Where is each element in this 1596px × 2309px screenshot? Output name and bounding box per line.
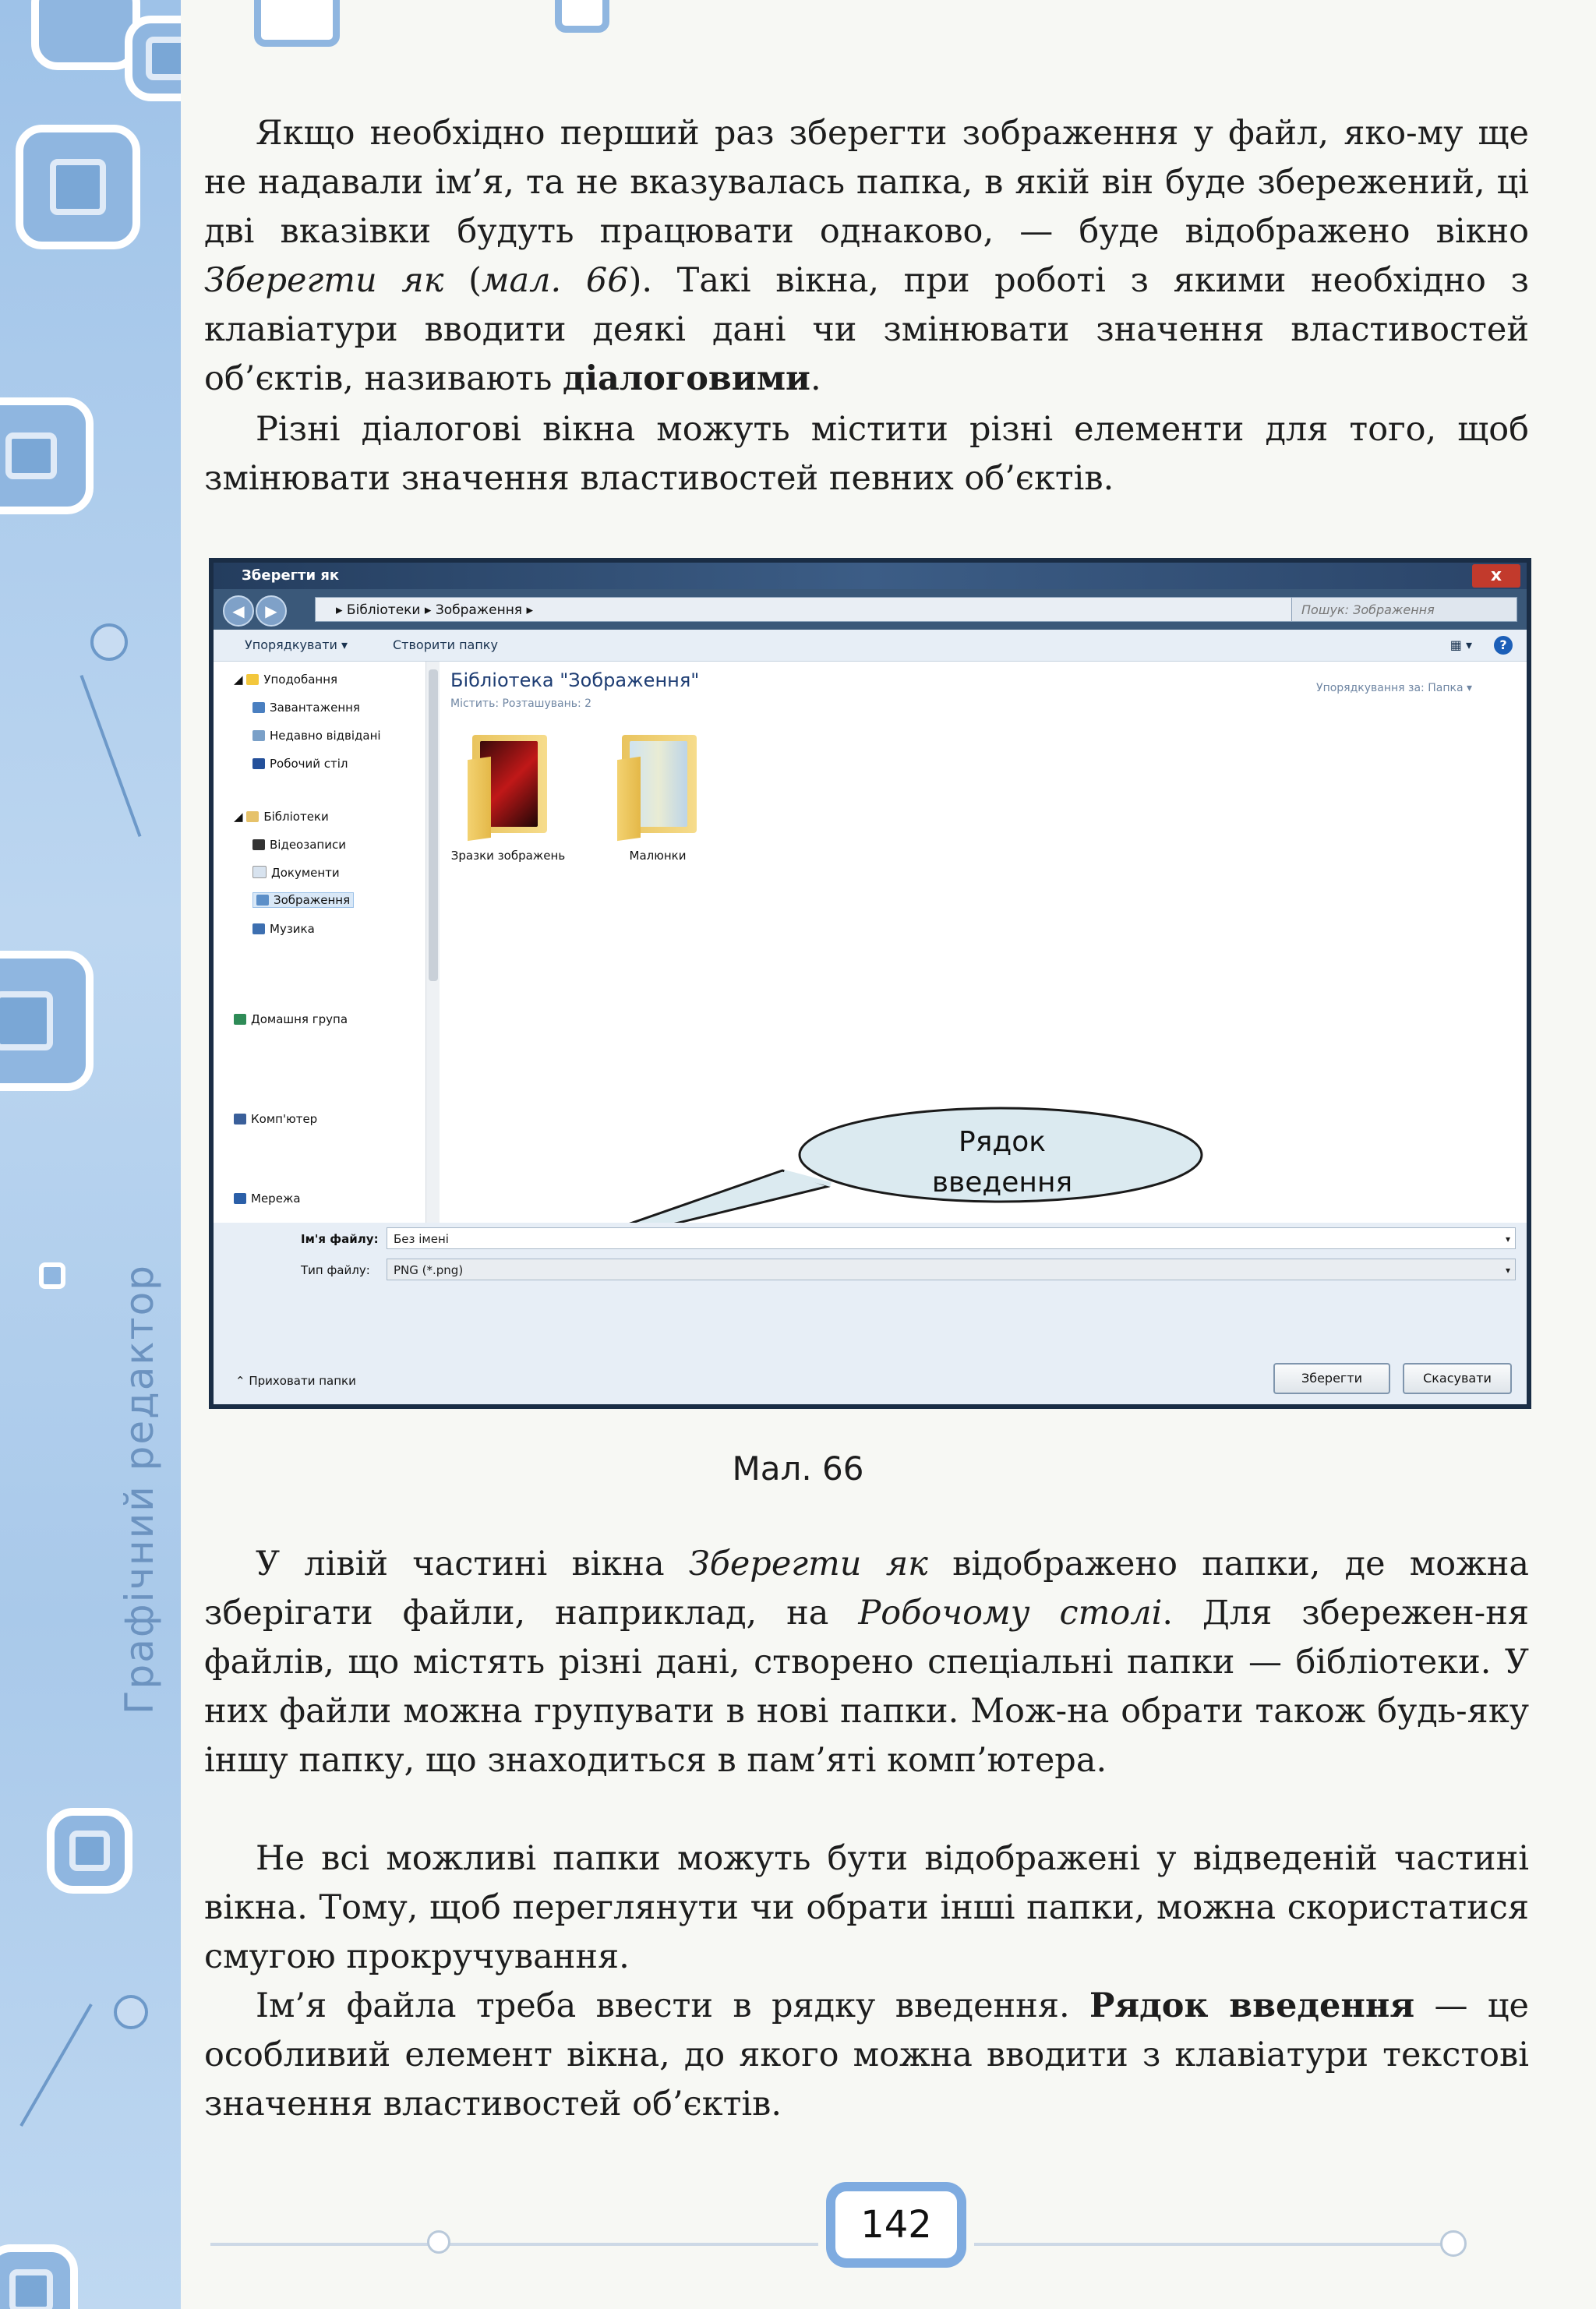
organize-menu[interactable]: Упорядкувати ▾ bbox=[245, 637, 348, 652]
decor-square bbox=[555, 0, 609, 33]
pictures-icon bbox=[256, 895, 269, 906]
paragraph bbox=[204, 109, 1529, 404]
decor-square bbox=[0, 397, 94, 514]
folder-label[interactable]: Малюнки bbox=[629, 849, 687, 863]
decor-square bbox=[0, 951, 94, 1091]
dialog-title: Зберегти як bbox=[242, 567, 340, 584]
nav-videos[interactable]: Відеозаписи bbox=[252, 838, 346, 852]
computer-icon bbox=[234, 1114, 246, 1124]
sort-by-label[interactable]: Упорядкування за: Папка ▾ bbox=[1316, 682, 1472, 694]
nav-network[interactable]: Мережа bbox=[234, 1192, 301, 1206]
hide-folders-toggle[interactable]: ⌃ Приховати папки bbox=[235, 1374, 356, 1388]
filename-input[interactable] bbox=[387, 1227, 1516, 1249]
text: Ім’я файла треба ввести в рядку введення. bbox=[256, 1986, 1090, 2025]
nav-scrollbar[interactable] bbox=[425, 662, 440, 1223]
decor-square bbox=[16, 125, 140, 249]
music-icon bbox=[252, 923, 265, 934]
decor-line bbox=[19, 2004, 92, 2127]
filetype-select[interactable] bbox=[387, 1259, 1516, 1280]
nav-libraries[interactable]: ◢ Бібліотеки bbox=[234, 810, 329, 824]
text-italic: Робочому столі bbox=[858, 1594, 1163, 1633]
filetype-label: Тип файлу: bbox=[301, 1263, 370, 1277]
nav-downloads[interactable]: Завантаження bbox=[252, 701, 360, 715]
network-icon bbox=[234, 1193, 246, 1204]
decorative-sidebar bbox=[0, 0, 181, 2309]
view-options-icon[interactable]: ▦ ▾ bbox=[1449, 637, 1472, 652]
library-title: Бібліотека "Зображення" bbox=[450, 669, 700, 691]
footer-line bbox=[210, 2243, 818, 2246]
recent-icon bbox=[252, 730, 265, 741]
homegroup-icon bbox=[234, 1014, 246, 1025]
filetype-value: PNG (*.png) bbox=[394, 1263, 464, 1277]
nav-pictures[interactable]: Зображення bbox=[252, 892, 354, 908]
paragraph bbox=[204, 1540, 1529, 1785]
dialog-bottom-panel bbox=[214, 1223, 1527, 1404]
text: Якщо необхідно перший раз зберегти зображення у файл, яко-му ще не надавали ім’я, та не вказувалась папка, в якій він буде збережений, ці дві вказівки будуть працювати однаково, — буде відображено вікно bbox=[204, 114, 1529, 251]
nav-recent[interactable]: Недавно відвідані bbox=[252, 729, 381, 743]
chevron-down-icon[interactable]: ▾ bbox=[1505, 1265, 1510, 1276]
document-icon bbox=[252, 866, 267, 878]
text-bold: Рядок введення bbox=[1089, 1986, 1415, 2025]
decor-circle bbox=[90, 623, 128, 661]
text: . bbox=[810, 359, 821, 398]
decor-circle bbox=[114, 1995, 148, 2029]
library-icon bbox=[246, 811, 259, 822]
footer-dot bbox=[427, 2230, 450, 2254]
decor-square bbox=[39, 1262, 65, 1289]
text: ). Такі вікна, при роботі з якими необхідно з клавіатури вводити деякі дані чи змінювати значення властивостей об’єктів, називають bbox=[204, 261, 1529, 398]
paragraph bbox=[204, 1834, 1529, 1982]
text-bold: діалоговими bbox=[563, 359, 810, 398]
callout-text: Рядок введення bbox=[931, 1126, 1073, 1199]
decor-square bbox=[47, 1808, 132, 1894]
library-subtitle: Містить: Розташувань: 2 bbox=[450, 697, 592, 710]
nav-homegroup[interactable]: Домашня група bbox=[234, 1012, 348, 1026]
text: — це особливий елемент вікна, до якого можна вводити з клавіатури текстові значення властивостей об’єктів. bbox=[204, 1986, 1529, 2124]
breadcrumb[interactable]: ▸ Бібліотеки ▸ Зображення ▸ bbox=[315, 597, 1359, 622]
nav-documents[interactable]: Документи bbox=[252, 866, 340, 880]
navigation-pane bbox=[214, 662, 425, 1223]
dialog-toolbar bbox=[214, 630, 1527, 662]
paragraph bbox=[204, 1982, 1529, 2129]
folder-drawings-icon[interactable] bbox=[616, 727, 701, 836]
new-folder-button[interactable]: Створити папку bbox=[393, 637, 498, 652]
figure-caption: Мал. 66 bbox=[732, 1449, 864, 1488]
decor-line bbox=[79, 675, 141, 837]
decor-square bbox=[125, 16, 181, 101]
search-input[interactable]: Пошук: Зображення bbox=[1291, 597, 1517, 622]
decor-square bbox=[254, 0, 340, 47]
star-icon bbox=[246, 674, 259, 685]
paragraph bbox=[204, 405, 1529, 503]
nav-desktop[interactable]: Робочий стіл bbox=[252, 757, 348, 771]
page-number-badge bbox=[826, 2182, 966, 2268]
nav-computer[interactable]: Комп'ютер bbox=[234, 1112, 317, 1126]
section-vertical-label: Графічний редактор bbox=[117, 1264, 162, 1714]
text: ( bbox=[443, 261, 482, 300]
save-as-dialog-screenshot bbox=[209, 558, 1531, 1409]
decor-square bbox=[31, 0, 140, 70]
download-icon bbox=[252, 702, 265, 713]
text: відображено папки, де можна зберігати файли, наприклад, на bbox=[204, 1545, 1529, 1633]
text: Не всі можливі папки можуть бути відображені у відведеній частині вікна. Тому, щоб переглянути чи обрати інші папки, можна скористатися смугою прокручування. bbox=[204, 1839, 1529, 1976]
filename-label: Ім'я файлу: bbox=[301, 1232, 379, 1246]
text-italic: Зберегти як bbox=[204, 261, 444, 300]
close-button[interactable]: x bbox=[1472, 564, 1520, 588]
scrollbar-thumb[interactable] bbox=[429, 669, 438, 981]
footer-line bbox=[974, 2243, 1442, 2246]
address-bar bbox=[214, 589, 1527, 630]
back-arrow-icon[interactable]: ◀ bbox=[223, 595, 254, 627]
page-number: 142 bbox=[835, 2191, 957, 2258]
footer-dot bbox=[1440, 2230, 1467, 2257]
text: Різні діалогові вікна можуть містити різні елементи для того, щоб змінювати значення властивостей певних об’єктів. bbox=[204, 410, 1529, 498]
save-button[interactable]: Зберегти bbox=[1273, 1363, 1390, 1394]
dialog-titlebar bbox=[214, 563, 1527, 589]
nav-music[interactable]: Музика bbox=[252, 922, 315, 936]
text: У лівій частині вікна bbox=[256, 1545, 689, 1583]
cancel-button[interactable]: Скасувати bbox=[1403, 1363, 1512, 1394]
forward-arrow-icon[interactable]: ▶ bbox=[256, 595, 287, 627]
decor-square bbox=[0, 2244, 78, 2309]
help-icon[interactable]: ? bbox=[1494, 636, 1513, 655]
folder-label[interactable]: Зразки зображень bbox=[450, 849, 566, 863]
chevron-down-icon[interactable]: ▾ bbox=[1505, 1234, 1510, 1245]
text: . Для збережен-ня файлів, що містять різні дані, створено спеціальні папки — бібліотеки. У них файли можна групувати в нові папки. Мож-на обрати також будь-яку іншу папку, що знаходиться в пам’яті комп’ютера. bbox=[204, 1594, 1529, 1780]
filename-value: Без імені bbox=[394, 1232, 449, 1246]
figure-ref: мал. 66 bbox=[481, 261, 629, 300]
nav-favorites[interactable]: ◢ Уподобання bbox=[234, 673, 338, 687]
text-italic: Зберегти як bbox=[688, 1545, 928, 1583]
video-icon bbox=[252, 839, 265, 850]
desktop-icon bbox=[252, 758, 265, 769]
folder-sample-pictures-icon[interactable] bbox=[466, 727, 552, 836]
